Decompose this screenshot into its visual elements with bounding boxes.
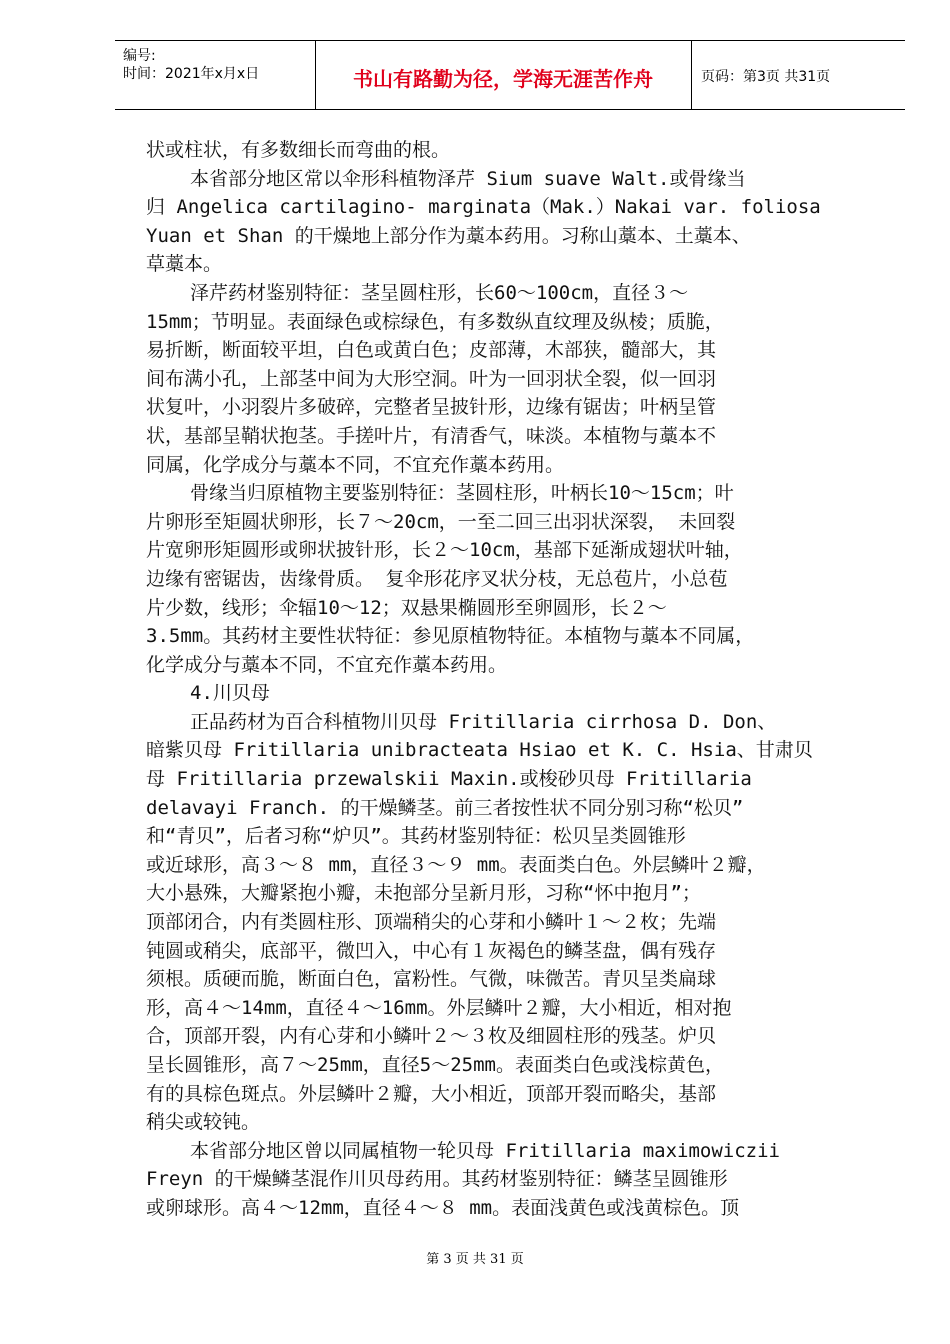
body-line: 间布满小孔，上部茎中间为大形空洞。叶为一回羽状全裂，似一回羽 [146,367,717,390]
body-line: 状，基部呈鞘状抱茎。手搓叶片，有清香气，味淡。本植物与藁本不 [146,424,717,447]
body-line: 化学成分与藁本不同，不宜充作藁本药用。 [146,653,508,676]
body-line: 形，高４～14mm，直径４～16mm。外层鳞叶２瓣，大小相近，相对抱 [146,996,732,1019]
body-line: 同属，化学成分与藁本不同，不宜充作藁本药用。 [146,453,565,476]
body-line: 本省部分地区曾以同属植物一轮贝母 Fritillaria maximowiczii [190,1139,780,1162]
body-line: 草藁本。 [146,253,223,276]
header-page-info: 页码：第3页 共31页 [701,69,831,85]
body-line: 母 Fritillaria przewalskii Maxin.或梭砂贝母 Fritillaria [146,768,752,791]
page-header [115,40,905,110]
header-motto-cell [315,41,692,109]
body-line: Freyn 的干燥鳞茎混作川贝母药用。其药材鉴别特征：鳞茎呈圆锥形 [146,1168,728,1191]
body-line: 本省部分地区常以伞形科植物泽芹 Sium suave Walt.或骨缘当 [190,167,746,190]
body-line: 泽芹药材鉴别特征：茎呈圆柱形，长60～100cm，直径３～ [190,281,689,304]
body-line: 3.5mm。其药材主要性状特征：参见原植物特征。本植物与藁本不同属， [146,625,755,648]
body-line: 易折断，断面较平坦，白色或黄白色；皮部薄，木部狭，髓部大，其 [146,339,717,362]
document-number-label: 编号: [123,48,156,64]
body-line: Yuan et Shan 的干燥地上部分作为藁本药用。习称山藁本、土藁本、 [146,224,751,247]
body-line: 暗紫贝母 Fritillaria unibracteata Hsiao et K. C. Hsia、甘肃贝 [146,739,813,762]
body-line: 状或柱状，有多数细长而弯曲的根。 [146,139,451,161]
body-line: 片少数，线形；伞辐10～12；双悬果椭圆形至卵圆形，长２～ [146,596,667,619]
body-line: delavayi Franch. 的干燥鳞茎。前三者按性状不同分别习称“松贝” [146,796,744,819]
document-body [146,136,886,1223]
header-page-cell [691,41,905,109]
header-motto: 书山有路勤为径，学海无涯苦作舟 [353,67,653,91]
body-line: 或近球形，高３～８ mm，直径３～９ mm。表面类白色。外层鳞叶２瓣， [146,853,766,876]
body-line: 大小悬殊，大瓣紧抱小瓣，未抱部分呈新月形，习称“怀中抱月”； [146,882,701,905]
section-heading: 4.川贝母 [190,682,270,705]
body-line: 15mm；节明显。表面绿色或棕绿色，有多数纵直纹理及纵棱；质脆， [146,310,724,333]
body-line: 片卵形至矩圆状卵形，长７～20cm，一至二回三出羽状深裂， 未回裂 [146,510,736,533]
body-line: 稍尖或较钝。 [146,1111,261,1134]
body-line: 须根。质硬而脆，断面白色，富粉性。气微，味微苦。青贝呈类扁球 [146,968,717,991]
body-line: 合，顶部开裂，内有心芽和小鳞叶２～３枚及细圆柱形的残茎。炉贝 [146,1025,717,1048]
header-meta-cell [115,41,316,109]
body-line: 呈长圆锥形，高７～25mm，直径5～25mm。表面类白色或浅棕黄色， [146,1054,724,1076]
body-line: 正品药材为百合科植物川贝母 Fritillaria cirrhosa D. Don、 [190,710,777,733]
body-line: 骨缘当归原植物主要鉴别特征：茎圆柱形，叶柄长10～15cm；叶 [190,482,734,505]
body-line: 钝圆或稍尖，底部平，微凹入，中心有１灰褐色的鳞茎盘，偶有残存 [146,939,717,962]
body-line: 有的具棕色斑点。外层鳞叶２瓣，大小相近，顶部开裂而略尖，基部 [146,1082,717,1105]
body-line: 和“青贝”，后者习称“炉贝”。其药材鉴别特征：松贝呈类圆锥形 [146,825,686,848]
body-line: 片宽卵形矩圆形或卵状披针形，长２～10cm，基部下延渐成翅状叶轴， [146,539,743,562]
body-line: 或卵球形。高４～12mm，直径４～８ mm。表面浅黄色或浅黄棕色。顶 [146,1196,740,1219]
document-time-label: 时间：2021年x月x日 [123,66,260,82]
page-footer: 第 3 页 共 31 页 [426,1252,524,1267]
body-line: 顶部闭合，内有类圆柱形、顶端稍尖的心芽和小鳞叶１～２枚；先端 [146,911,717,934]
body-line: 归 Angelica cartilagino- marginata（Mak.）Nakai var. foliosa [146,196,821,219]
body-line: 状复叶，小羽裂片多破碎，完整者呈披针形，边缘有锯齿；叶柄呈管 [146,396,717,419]
body-line: 边缘有密锯齿，齿缘骨质。 复伞形花序叉状分枝，无总苞片，小总苞 [146,567,728,590]
